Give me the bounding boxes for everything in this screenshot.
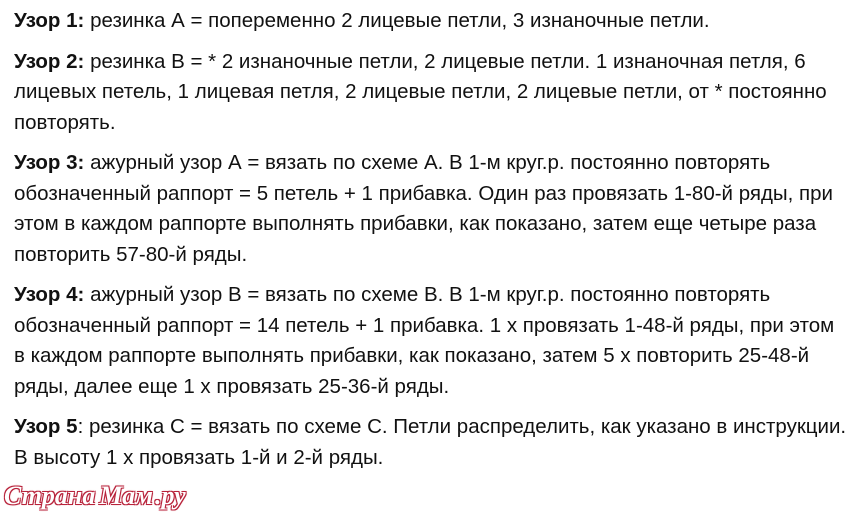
pattern-4-label: Узор 4: bbox=[14, 283, 85, 306]
watermark-part-1: Страна bbox=[4, 481, 96, 510]
pattern-1-paragraph bbox=[14, 6, 850, 37]
watermark-part-3: .ру bbox=[154, 481, 186, 510]
site-watermark-logo bbox=[4, 478, 186, 514]
watermark-part-2: Мам bbox=[99, 481, 153, 510]
pattern-1-label: Узор 1: bbox=[14, 9, 85, 32]
pattern-3-text: ажурный узор А = вязать по схеме А. В 1-м круг.р. постоянно повторять обозначенный раппорт = 5 петель + 1 прибавка. Один раз провязать 1-80-й ряды, при этом в каждом раппорте выполнять прибавки, как показано, затем еще четыре раза повторить 57-80-й ряды. bbox=[14, 151, 834, 266]
pattern-5-paragraph bbox=[14, 412, 850, 473]
pattern-2-text: резинка В = * 2 изнаночные петли, 2 лицевые петли. 1 изнаночная петля, 6 лицевых петель, 1 лицевая петля, 2 лицевые петли, 2 лицевые петли, от * постоянно повторять. bbox=[14, 49, 827, 134]
pattern-5-text: : резинка С = вязать по схеме С. Петли распределить, как указано в инструкции. В высоту 1 х провязать 1-й и 2-й ряды. bbox=[14, 415, 847, 469]
pattern-4-paragraph bbox=[14, 280, 850, 402]
pattern-3-label: Узор 3: bbox=[14, 151, 85, 174]
pattern-1-text: резинка А = попеременно 2 лицевые петли, 3 изнаночные петли. bbox=[84, 9, 710, 32]
document-body bbox=[14, 6, 850, 483]
pattern-2-paragraph bbox=[14, 47, 850, 139]
pattern-4-text: ажурный узор В = вязать по схеме В. В 1-м круг.р. постоянно повторять обозначенный раппорт = 14 петель + 1 прибавка. 1 х провязать 1-48-й ряды, при этом в каждом раппорте выполнять прибавки, как показано, затем 5 х повторить 25-48-й ряды, далее еще 1 х провязать 25-36-й ряды. bbox=[14, 283, 835, 398]
pattern-3-paragraph bbox=[14, 148, 850, 270]
pattern-2-label: Узор 2: bbox=[14, 49, 85, 73]
pattern-5-label: Узор 5 bbox=[14, 415, 78, 438]
